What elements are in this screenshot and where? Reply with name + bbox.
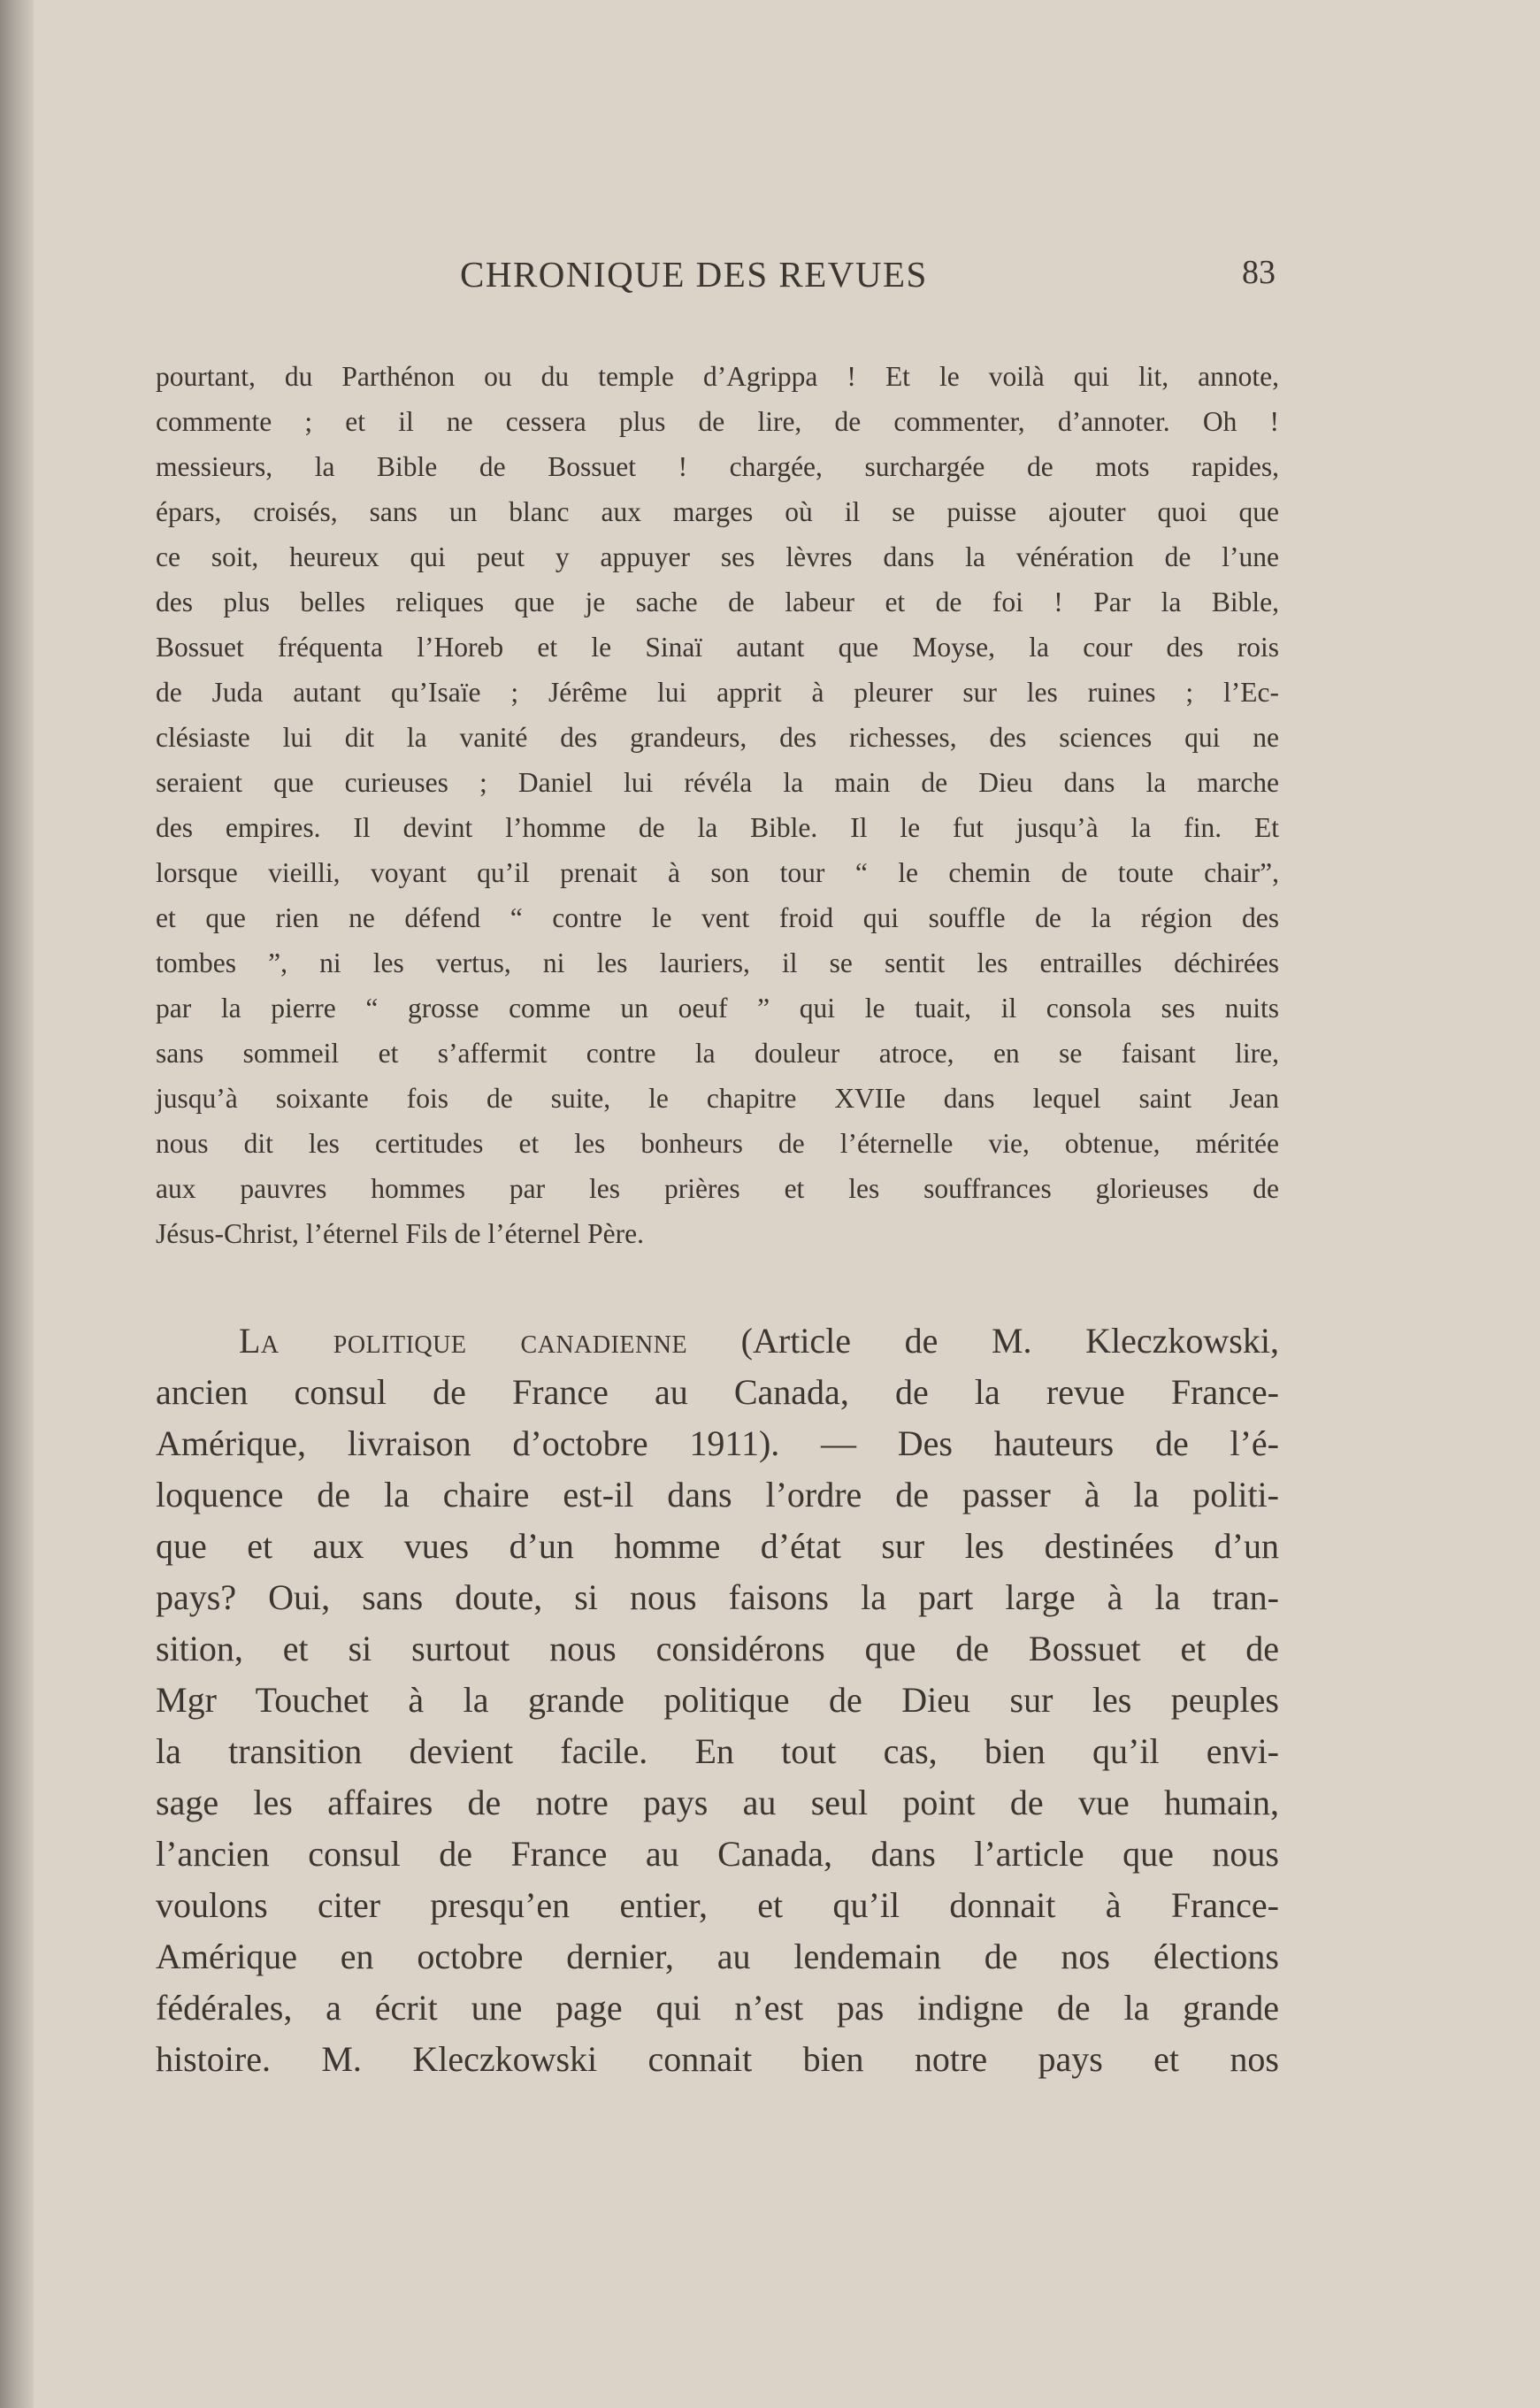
quote-line: pourtant, du Parthénon ou du temple d’Agrippa ! Et le voilà qui lit, annote, [156, 361, 1279, 392]
quote-line: nous dit les certitudes et les bonheurs de l’éternelle vie, obtenue, méritée [156, 1128, 1279, 1159]
article-line: Amérique, livraison d’octobre 1911). — Des hauteurs de l’é- [156, 1423, 1279, 1463]
quote-line: Bossuet fréquenta l’Horeb et le Sinaï autant que Moyse, la cour des rois [156, 632, 1279, 663]
quote-line: clésiaste lui dit la vanité des grandeurs, des richesses, des sciences qui ne [156, 722, 1279, 753]
article-heading-rest: (Article de M. Kleczkowski, [687, 1321, 1279, 1361]
quote-line: sans sommeil et s’affermit contre la douleur atroce, en se faisant lire, [156, 1038, 1279, 1069]
quote-line: ce soit, heureux qui peut y appuyer ses lèvres dans la vénération de l’une [156, 541, 1279, 572]
running-title: CHRONIQUE DES REVUES [460, 254, 928, 295]
quote-line: des empires. Il devint l’homme de la Bible. Il le fut jusqu’à la fin. Et [156, 812, 1279, 843]
article-first-line [156, 1315, 1279, 1367]
quote-line: lorsque vieilli, voyant qu’il prenait à son tour “ le chemin de toute chair”, [156, 857, 1279, 888]
article-line: la transition devient facile. En tout cas, bien qu’il envi- [156, 1731, 1279, 1771]
quote-line: Jésus-Christ, l’éternel Fils de l’éternel Père. [156, 1218, 644, 1249]
article-section [156, 1315, 1279, 2085]
quote-line: des plus belles reliques que je sache de labeur et de foi ! Par la Bible, [156, 587, 1279, 617]
quote-line: commente ; et il ne cessera plus de lire, de commenter, d’annoter. Oh ! [156, 406, 1279, 437]
page-number: 83 [1242, 254, 1276, 291]
article-line: Mgr Touchet à la grande politique de Dieu sur les peuples [156, 1680, 1279, 1720]
article-line: que et aux vues d’un homme d’état sur les destinées d’un [156, 1526, 1279, 1566]
quote-line: par la pierre “ grosse comme un oeuf ” qui le tuait, il consola ses nuits [156, 993, 1279, 1024]
quote-line: et que rien ne défend “ contre le vent froid qui souffle de la région des [156, 902, 1279, 933]
article-heading: La politique canadienne [239, 1321, 688, 1361]
quote-line: messieurs, la Bible de Bossuet ! chargée, surchargée de mots rapides, [156, 451, 1279, 482]
article-line: l’ancien consul de France au Canada, dans l’article que nous [156, 1834, 1279, 1874]
quote-line: épars, croisés, sans un blanc aux marges où il se puisse ajouter quoi que [156, 496, 1279, 527]
article-line: pays? Oui, sans doute, si nous faisons la part large à la tran- [156, 1577, 1279, 1617]
article-line: fédérales, a écrit une page qui n’est pas indigne de la grande [156, 1988, 1279, 2028]
running-head [156, 253, 1276, 299]
article-line: Amérique en octobre dernier, au lendemain de nos élections [156, 1936, 1279, 1976]
quote-line: seraient que curieuses ; Daniel lui révéla la main de Dieu dans la marche [156, 767, 1279, 798]
article-line: voulons citer presqu’en entier, et qu’il donnait à France- [156, 1885, 1279, 1925]
article-line: ancien consul de France au Canada, de la revue France- [156, 1372, 1279, 1412]
article-line: sition, et si surtout nous considérons que de Bossuet et de [156, 1629, 1279, 1668]
quoted-passage [156, 354, 1279, 1256]
article-line: histoire. M. Kleczkowski connait bien notre pays et nos [156, 2039, 1279, 2079]
quote-line: aux pauvres hommes par les prières et les souffrances glorieuses de [156, 1173, 1279, 1204]
article-line: loquence de la chaire est-il dans l’ordre de passer à la politi- [156, 1475, 1279, 1515]
article-line: sage les affaires de notre pays au seul point de vue humain, [156, 1783, 1279, 1822]
quote-line: de Juda autant qu’Isaïe ; Jérême lui apprit à pleurer sur les ruines ; l’Ec- [156, 677, 1279, 708]
quote-line: tombes ”, ni les vertus, ni les lauriers, il se sentit les entrailles déchirées [156, 947, 1279, 978]
quote-line: jusqu’à soixante fois de suite, le chapitre XVIIe dans lequel saint Jean [156, 1083, 1279, 1114]
